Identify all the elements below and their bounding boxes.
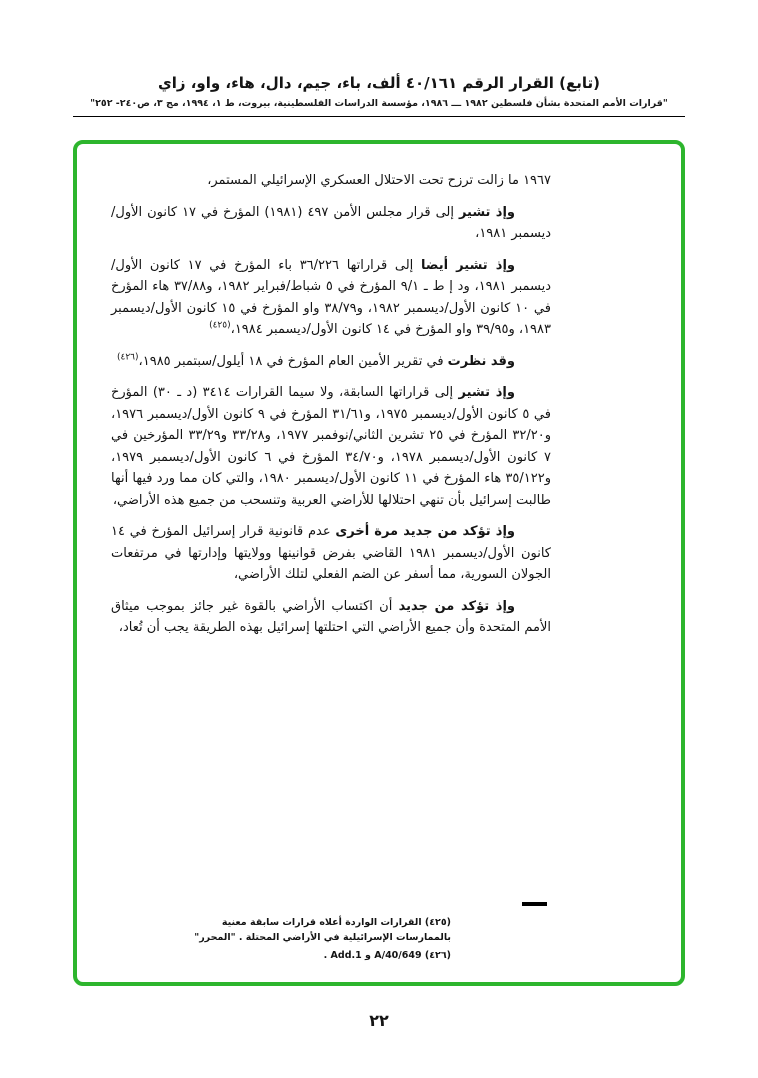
footnote-marker-425: (٤٢٥)	[209, 320, 231, 331]
paragraph-lead: وقد نظرت	[447, 353, 515, 369]
paragraph-golan-decision	[111, 521, 551, 586]
paragraph-text: في تقرير الأمين العام المؤرخ في ١٨ أيلول/سبتمبر ١٩٨٥،	[138, 353, 448, 369]
paragraph-previous-resolutions	[111, 382, 551, 511]
resolution-title: (تابع) القرار الرقم ٤٠/١٦١ ألف، باء، جيم، دال، هاء، واو، زاي	[157, 74, 601, 92]
paragraph-text: إلى قرار مجلس الأمن ٤٩٧ (١٩٨١) المؤرخ في ١٧ كانون الأول/ديسمبر ١٩٨١،	[111, 204, 551, 241]
paragraph-recalls-497	[111, 202, 551, 245]
header-divider	[73, 116, 685, 117]
paragraph-text: عدم قانونية قرار إسرائيل المؤرخ في ١٤ كانون الأول/ديسمبر ١٩٨١ القاضي بفرض قوانينها وولايتها وإدارتها في مرتفعات الجولان السورية، مما أسفر عن الضم الفعلي لتلك الأراضي،	[111, 524, 551, 582]
content-frame	[73, 140, 685, 986]
paragraph-considered-report	[111, 351, 551, 373]
paragraph-text: ١٩٦٧ ما زالت ترزح تحت الاحتلال العسكري الإسرائيلي المستمر،	[207, 173, 551, 188]
footnote-list	[189, 915, 451, 963]
resolution-body	[111, 170, 551, 649]
paragraph-lead: وإذ تؤكد من جديد مرة أخرى	[335, 524, 515, 539]
source-citation: "قرارات الأمم المتحدة بشأن فلسطين ١٩٨٢ ـــ ١٩٨٦، مؤسسة الدراسات الفلسطينية، بيروت، ط ١، ١٩٩٤، مج ٣، ص٢٤٠- ٢٥٢"	[90, 98, 668, 109]
paragraph-text: إلى قراراتها ٣٦/٢٢٦ باء المؤرخ في ١٧ كانون الأول/ديسمبر ١٩٨١، ود إ ط ـ ٩/١ المؤرخ في ٥ شباط/فبراير ١٩٨٢، و٣٧/٨٨ هاء المؤرخ في ١٠ كانون الأول/ديسمبر ١٩٨٢، و٣٨/٧٩ واو المؤرخ في ١٥ كانون الأول/ديسمبر ١٩٨٣، و٣٩/٩٥ واو المؤرخ في ١٤ كانون الأول/ديسمبر ١٩٨٤،	[111, 257, 552, 337]
document-header	[0, 0, 758, 117]
footnote-marker-426: (٤٢٦)	[116, 352, 139, 363]
paragraph-continuation	[111, 170, 551, 192]
paragraph-lead: وإذ تشير	[458, 385, 515, 400]
paragraph-text: أن اكتساب الأراضي بالقوة غير جائز بموجب ميثاق الأمم المتحدة وأن جميع الأراضي التي احتلتها إسرائيل بهذه الطريقة يجب أن تُعاد،	[111, 598, 551, 635]
paragraph-lead: وإذ تشير أيضا	[421, 257, 516, 273]
footnote-425: (٤٢٥) القرارات الواردة أعلاه قرارات سابقة معنية بالممارسات الإسرائيلية في الأراضي المحتلة . "المحرر"	[194, 917, 451, 943]
paragraph-acquisition-territory	[111, 596, 551, 639]
footnote-426: (٤٢٦) A/40/649 و Add.1 .	[323, 950, 451, 961]
paragraph-text: إلى قراراتها السابقة، ولا سيما القرارات ٣٤١٤ (د ـ ٣٠) المؤرخ في ٥ كانون الأول/ديسمبر ١٩٧٥، و٣١/٦١ المؤرخ في ٩ كانون الأول/ديسمبر ١٩٧٦، و٣٢/٢٠ المؤرخ في ٢٥ تشرين الثاني/نوفمبر ١٩٧٧، و٣٣/٢٨ و٣٣/٢٩ المؤرخين في ٧ كانون الأول/ديسمبر ١٩٧٨، و٣٤/٧٠ المؤرخ في ٦ كانون الأول/ديسمبر ١٩٧٩، و٣٥/١٢٢ هاء المؤرخ في ١١ كانون الأول/ديسمبر ١٩٨٠، والتي كان مما ورد فيها أنها طالبت إسرائيل بأن تنهي احتلالها للأراضي العربية وتنسحب من جميع هذه الأراضي،	[111, 385, 552, 508]
paragraph-lead: وإذ تشير	[458, 204, 515, 220]
paragraph-lead: وإذ تؤكد من جديد	[398, 598, 516, 614]
page-number: ٢٢	[369, 1011, 389, 1030]
footnote-area	[77, 902, 681, 968]
footnote-divider	[522, 902, 547, 906]
paragraph-recalls-resolutions	[111, 255, 551, 341]
